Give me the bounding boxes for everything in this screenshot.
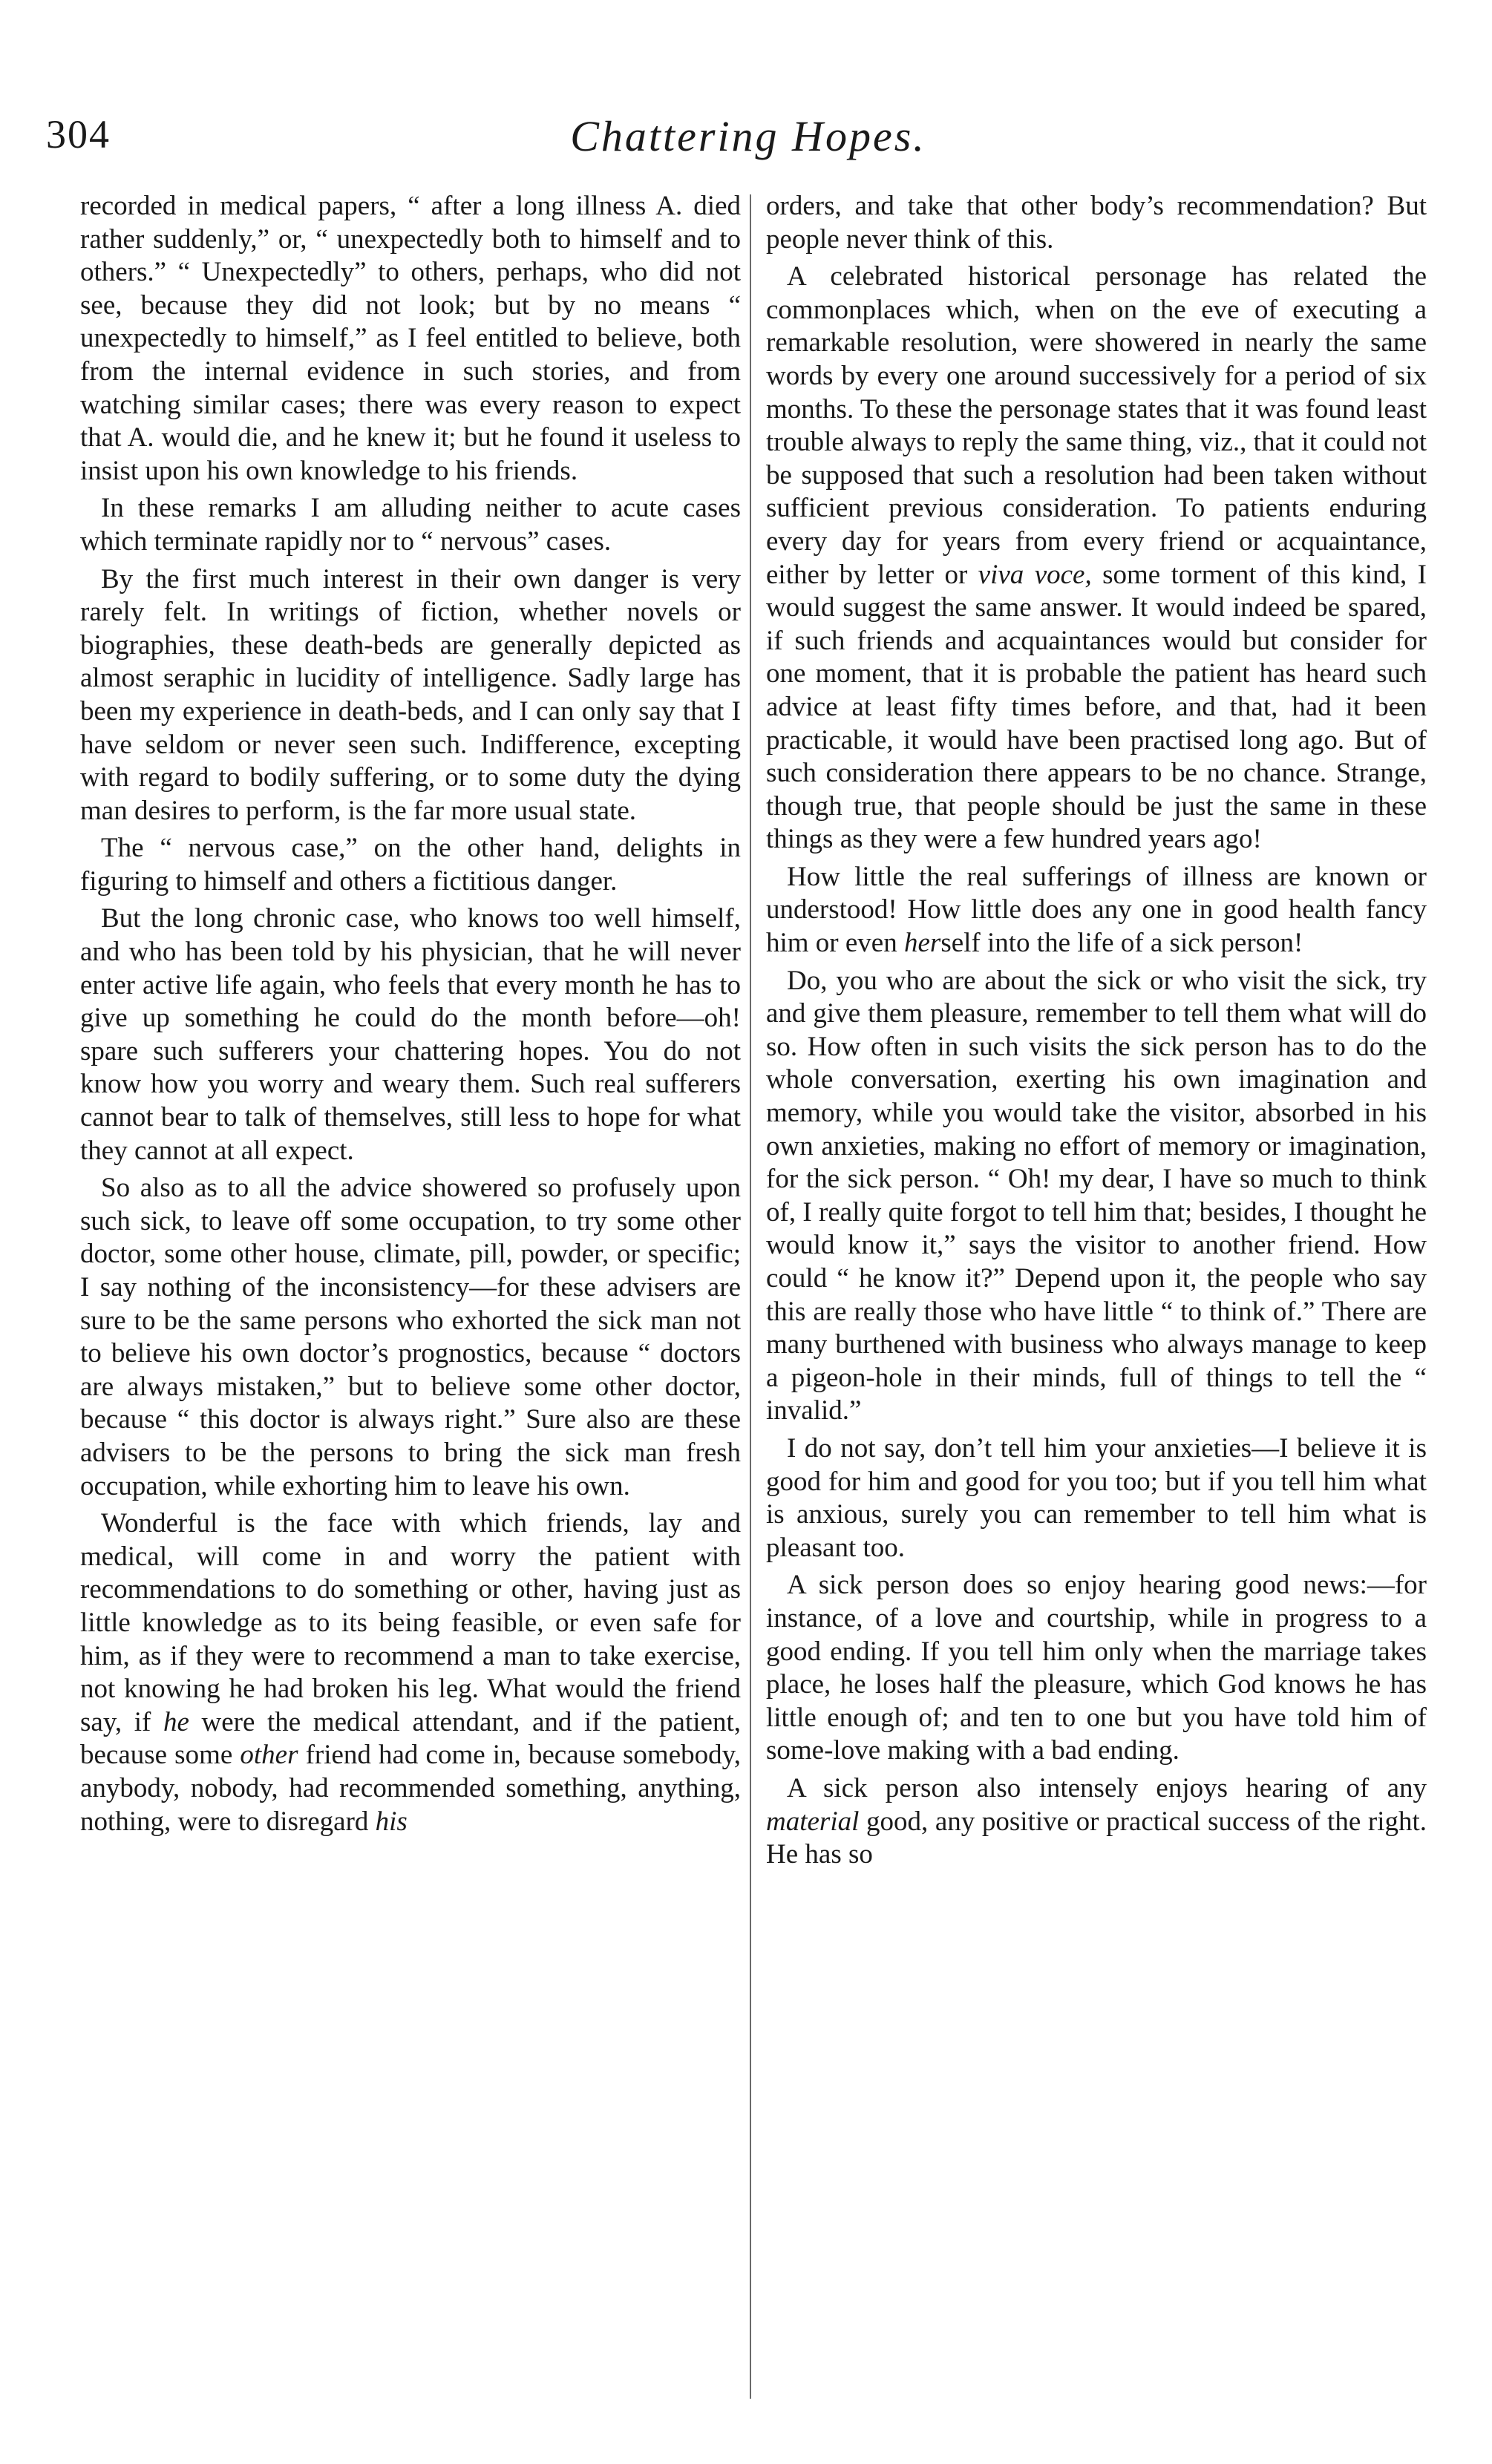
left-column bbox=[80, 190, 741, 2409]
paragraph: By the first much interest in their own danger is very rarely felt. In writings of fiction, whether novels or biographies, these death-beds are generally depicted as almost seraphic in lucidity of intelligence. Sadly large has been my experience in death-beds, and I can only say that I have seldom or never seen such. Indifference, excepting with regard to bodily suffering, or to some duty the dying man desires to perform, is the far more usual state. bbox=[80, 563, 741, 826]
text-run: were the medical attendant, and if the patient, because some bbox=[80, 1706, 741, 1771]
paragraph bbox=[80, 1507, 741, 1838]
text-run: How little the real sufferings of illness are known or understood! How little does any one in good health fancy him or even bbox=[766, 861, 1427, 959]
paragraph: But the long chronic case, who knows too well himself, and who has been told by his physician, that he will never enter active life again, who feels that every month he has to give up something he could do the month before—oh! spare such sufferers your chattering hopes. You do not know how you worry and weary them. Such real sufferers cannot bear to talk of themselves, still less to hope for what they cannot at all expect. bbox=[80, 903, 741, 1166]
paragraph: So also as to all the advice showered so profusely upon such sick, to leave off some occupation, to try some other doctor, some other house, climate, pill, powder, or specific; I say nothing of the inconsistency—for these advisers are sure to be the same persons who exhorted the sick man not to believe his own doctor’s prognostics, because “ doctors are always mistaken,” but to believe some other doctor, because “ this doctor is always right.” Sure also are these advisers to be the persons to bring the sick man fresh occupation, while exhorting him to leave his own. bbox=[80, 1173, 741, 1501]
text-run: Wonderful is the face with which friends, lay and medical, will come in and worry the patient with recommendations to do something or other, having just as little knowledge as to its being feasible, or even safe for him, as if they were to recommend a man to take exercise, not knowing he had broken his leg. What would the friend say, if bbox=[80, 1508, 741, 1737]
italic-text: her bbox=[903, 928, 941, 959]
italic-text: he bbox=[163, 1706, 189, 1737]
running-title: Chattering Hopes. bbox=[570, 112, 926, 160]
text-run: friend had come in, because somebody, anybody, nobody, had recommended something, anything, nothing, were to disregard bbox=[80, 1740, 741, 1837]
page-header bbox=[46, 111, 1450, 171]
italic-text: his bbox=[375, 1806, 408, 1837]
paragraph: In these remarks I am alluding neither to acute cases which terminate rapidly nor to “ nervous” cases. bbox=[80, 493, 741, 557]
paragraph: recorded in medical papers, “ after a long illness A. died rather suddenly,” or, “ unexpectedly both to himself and to others.” “ Unexpectedly” to others, perhaps, who did not see, because they did not look; but by no means “ unexpectedly to himself,” as I feel entitled to believe, both from the internal evidence in such stories, and from watching similar cases; there was every reason to expect that A. would die, and he knew it; but he found it useless to insist upon his own knowledge to his friends. bbox=[80, 191, 741, 486]
paragraph: I do not say, don’t tell him your anxieties—I believe it is good for him and good for you too; but if you tell him what is anxious, surely you can remember to tell him what is pleasant too. bbox=[766, 1432, 1427, 1563]
italic-text: other bbox=[240, 1740, 298, 1771]
paragraph bbox=[766, 1772, 1427, 1872]
page-number: 304 bbox=[46, 112, 111, 157]
italic-text: viva voce, bbox=[978, 559, 1092, 590]
text-run: good, any positive or practical success of the right. He has so bbox=[766, 1806, 1427, 1870]
column-divider bbox=[750, 194, 751, 2399]
paragraph: The “ nervous case,” on the other hand, delights in figuring to himself and others a fictitious danger. bbox=[80, 833, 741, 897]
paragraph: orders, and take that other body’s recommendation? But people never think of this. bbox=[766, 191, 1427, 255]
text-run: self into the life of a sick person! bbox=[940, 928, 1303, 959]
italic-text: material bbox=[766, 1806, 860, 1837]
text-run: some torment of this kind, I would suggest the same answer. It would indeed be spared, if such friends and acquaintances would but consider for one moment, that it is probable the patient has heard such advice at least fifty times before, and that, had it been practicable, it would have been practised long ago. But of such consideration there appears to be no chance. Strange, though true, that people should be just the same in these things as they were a few hundred years ago! bbox=[766, 559, 1427, 855]
right-column bbox=[766, 190, 1427, 2409]
paragraph: A sick person does so enjoy hearing good news:—for instance, of a love and courtship, while in progress to a good ending. If you tell him only when the marriage takes place, he loses half the pleasure, which God knows he has little enough of; and ten to one but you have told him of some-love making with a bad ending. bbox=[766, 1570, 1427, 1766]
paragraph bbox=[766, 261, 1427, 856]
paragraph: Do, you who are about the sick or who visit the sick, try and give them pleasure, remember to tell them what will do so. How often in such visits the sick person has to do the whole conversation, exerting his own imagination and memory, while you would take the visitor, absorbed in his own anxieties, making no effort of memory or imagination, for the sick person. “ Oh! my dear, I have so much to think of, I really quite forgot to tell him that; besides, I thought he would know it,” says the visitor to another friend. How could “ he know it?” Depend upon it, the people who say this are really those who have little “ to think of.” There are many burthened with business who always manage to keep a pigeon-hole in their minds, full of things to tell the “ invalid.” bbox=[766, 965, 1427, 1426]
paragraph bbox=[766, 861, 1427, 960]
text-run: A sick person also intensely enjoys hearing of any bbox=[787, 1772, 1427, 1803]
text-run: A celebrated historical personage has related the commonplaces which, when on the eve of executing a remarkable resolution, were showered in nearly the same words by every one around successively for a period of six months. To these the personage states that it was found least trouble always to reply the same thing, viz., that it could not be supposed that such a resolution had been taken without sufficient previous consideration. To patients enduring every day for years from every friend or acquaintance, either by letter or bbox=[766, 261, 1427, 590]
